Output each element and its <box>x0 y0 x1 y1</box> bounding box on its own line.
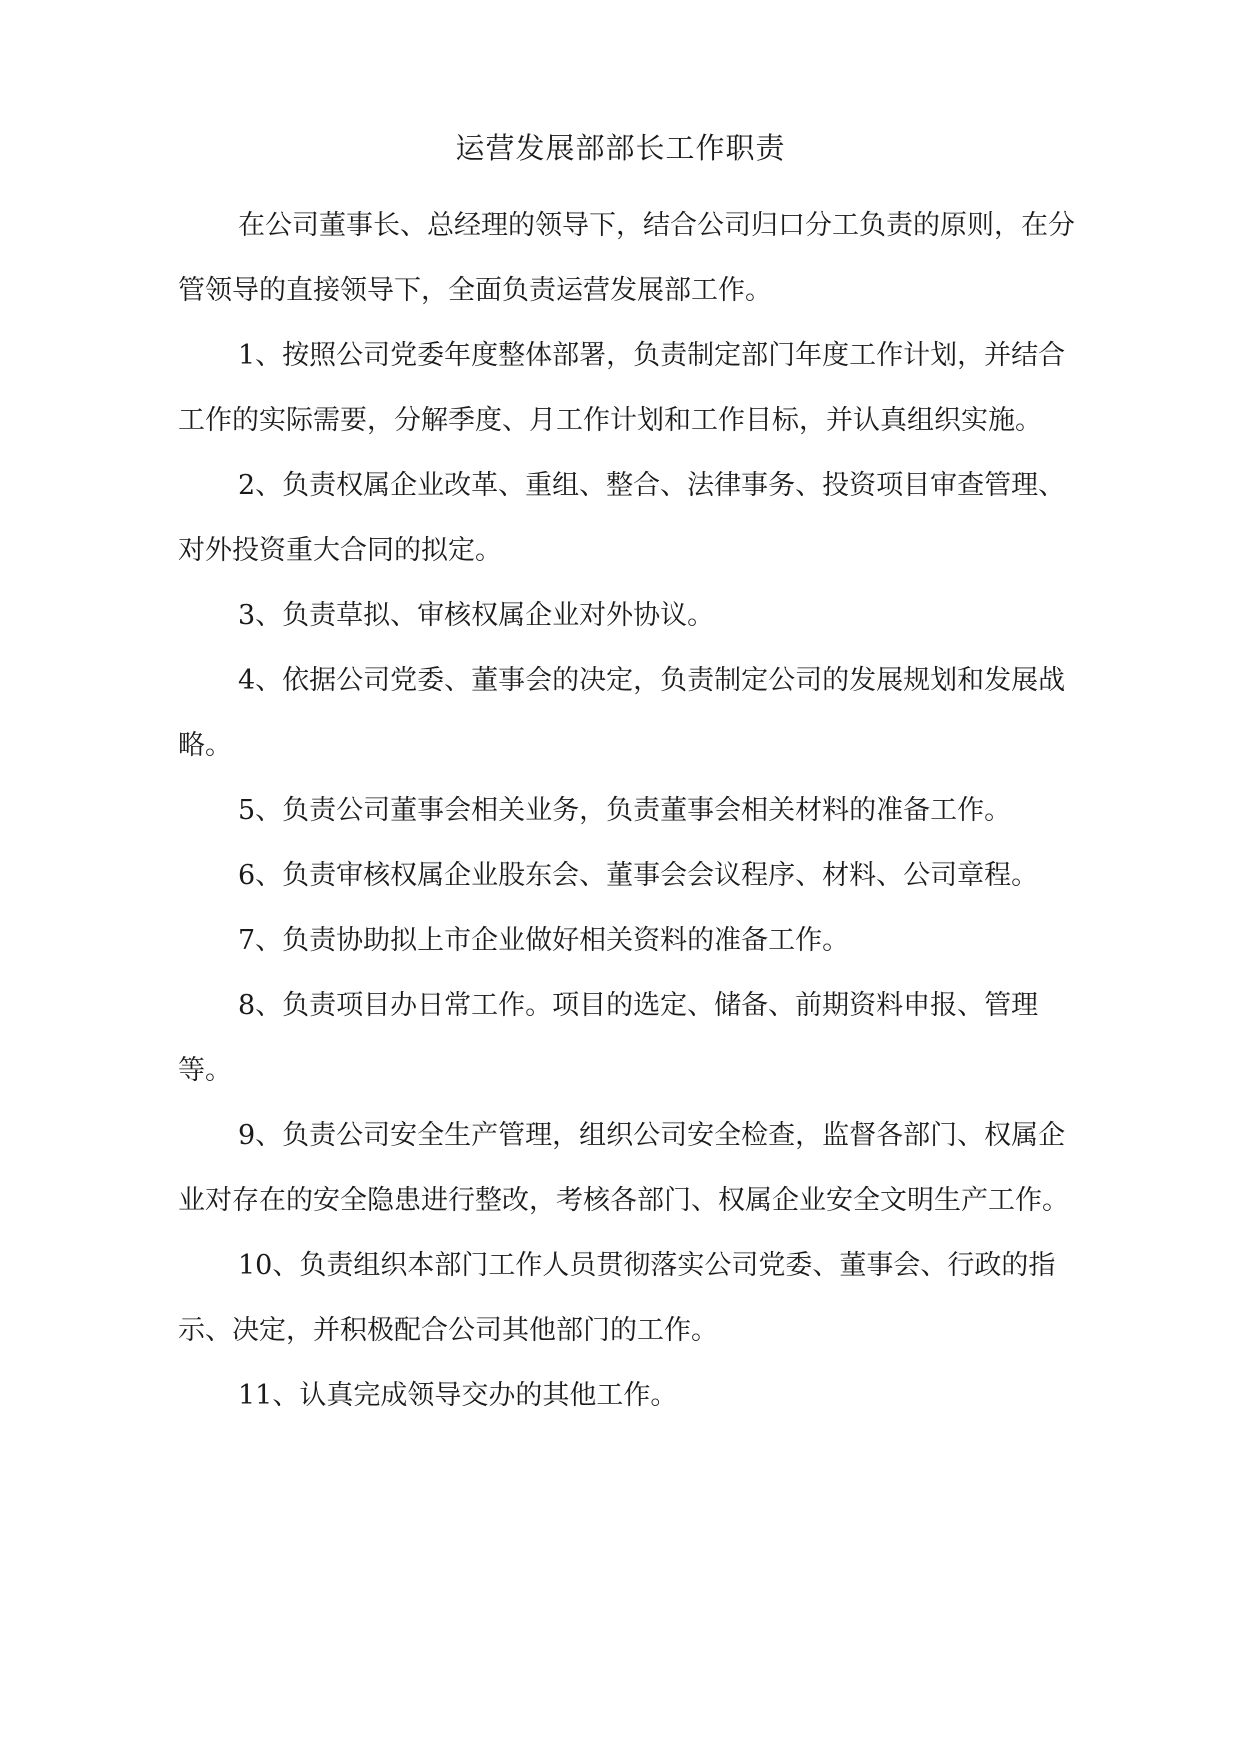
duty-item-9: 9、负责公司安全生产管理，组织公司安全检查，监督各部门、权属企业对存在的安全隐患进行整改，考核各部门、权属企业安全文明生产工作。 <box>178 1120 1069 1216</box>
document-title: 运营发展部部长工作职责 <box>455 131 786 165</box>
duty-item-11: 11、认真完成领导交办的其他工作。 <box>238 1380 678 1411</box>
duty-item-3: 3、负责草拟、审核权属企业对外协议。 <box>238 600 715 631</box>
duty-item-5: 5、负责公司董事会相关业务，负责董事会相关材料的准备工作。 <box>238 795 1012 826</box>
document-body <box>178 193 1088 1428</box>
duty-item-10: 10、负责组织本部门工作人员贯彻落实公司党委、董事会、行政的指示、决定，并积极配合公司其他部门的工作。 <box>178 1250 1056 1346</box>
intro-paragraph: 在公司董事长、总经理的领导下，结合公司归口分工负责的原则，在分管领导的直接领导下，全面负责运营发展部工作。 <box>178 210 1075 306</box>
duty-item-2: 2、负责权属企业改革、重组、整合、法律事务、投资项目审查管理、对外投资重大合同的拟定。 <box>178 470 1066 566</box>
duty-item-4: 4、依据公司党委、董事会的决定，负责制定公司的发展规划和发展战略。 <box>178 665 1066 761</box>
duty-item-8: 8、负责项目办日常工作。项目的选定、储备、前期资料申报、管理等。 <box>178 990 1039 1086</box>
duty-item-6: 6、负责审核权属企业股东会、董事会会议程序、材料、公司章程。 <box>238 860 1039 891</box>
duty-item-1: 1、按照公司党委年度整体部署，负责制定部门年度工作计划，并结合工作的实际需要，分解季度、月工作计划和工作目标，并认真组织实施。 <box>178 340 1066 436</box>
duty-item-7: 7、负责协助拟上市企业做好相关资料的准备工作。 <box>238 925 850 956</box>
